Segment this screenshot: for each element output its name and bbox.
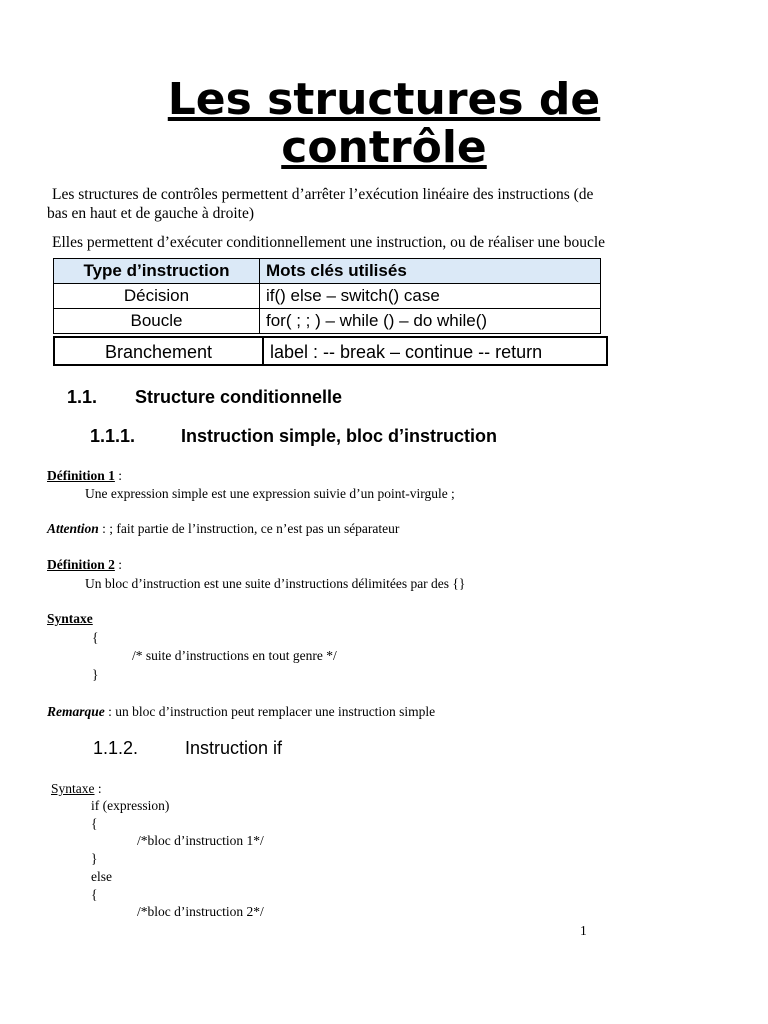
table-row	[54, 284, 601, 309]
page-title-line2: contrôle	[281, 122, 487, 173]
section-1-1-2-title: Instruction if	[185, 738, 283, 758]
syntax-2-heading	[51, 780, 102, 797]
syntax-1-label: Syntaxe	[47, 611, 93, 626]
syntax-2-line: {	[91, 887, 98, 902]
definition-1-sep: :	[114, 468, 123, 483]
syntax-1-open-brace: {	[92, 630, 99, 645]
page-title	[0, 76, 768, 172]
table-cell: if() else – switch() case	[260, 284, 601, 309]
table-cell: Décision	[54, 284, 260, 309]
table-branch-row	[53, 336, 608, 366]
definition-2-label: Définition 2	[47, 557, 115, 572]
syntax-2-sep: :	[94, 781, 102, 796]
remark-label: Remarque	[47, 704, 105, 719]
attention-note	[47, 520, 399, 537]
table-cell: for( ; ; ) – while () – do while()	[260, 309, 601, 334]
syntax-2-line: /*bloc d’instruction 2*/	[137, 904, 264, 919]
section-1-1-number: 1.1.	[67, 387, 98, 407]
intro-paragraph-1-line2: bas en haut et de gauche à droite)	[47, 205, 255, 222]
syntax-2-line: if (expression)	[91, 798, 170, 813]
definition-1-text: Une expression simple est une expression suivie d’un point-virgule ;	[85, 486, 455, 501]
table-cell: Branchement	[55, 338, 264, 364]
section-1-1-1-title: Instruction simple, bloc d’instruction	[181, 426, 498, 446]
attention-text: : ; fait partie de l’instruction, ce n’est pas un séparateur	[98, 521, 400, 536]
syntax-2-line: /*bloc d’instruction 1*/	[137, 833, 264, 848]
table-header-cell: Mots clés utilisés	[260, 259, 601, 284]
section-1-1-title: Structure conditionnelle	[135, 387, 343, 407]
table-row	[54, 309, 601, 334]
page-number: 1	[580, 923, 587, 938]
syntax-1-body: /* suite d’instructions en tout genre */	[132, 648, 337, 663]
table-cell: label : -- break – continue -- return	[270, 342, 543, 362]
definition-1-label: Définition 1	[47, 468, 115, 483]
attention-label: Attention	[47, 521, 99, 536]
definition-2-text: Un bloc d’instruction est une suite d’instructions délimitées par des {}	[85, 576, 466, 591]
definition-2-heading	[47, 556, 122, 573]
intro-paragraph-2: Elles permettent d’exécuter conditionnellement une instruction, ou de réaliser une boucle	[52, 234, 606, 251]
remark-text: : un bloc d’instruction peut remplacer une instruction simple	[104, 704, 436, 719]
table-header-row	[54, 259, 601, 284]
syntax-2-line: else	[91, 869, 112, 884]
remark-note	[47, 703, 435, 720]
table-header-cell: Type d’instruction	[54, 259, 260, 284]
syntax-2-line: {	[91, 816, 98, 831]
page-title-line1: Les structures de	[167, 74, 601, 125]
definition-2-sep: :	[114, 557, 123, 572]
keywords-table	[53, 258, 601, 334]
intro-paragraph-1-line1: Les structures de contrôles permettent d’arrêter l’exécution linéaire des instructions (de	[52, 186, 594, 203]
table-cell: Boucle	[54, 309, 260, 334]
syntax-2-label: Syntaxe	[51, 781, 95, 796]
section-1-1-1-number: 1.1.1.	[90, 426, 136, 446]
section-1-1-2-number: 1.1.2.	[93, 738, 139, 758]
definition-1-heading	[47, 467, 122, 484]
syntax-2-line: }	[91, 851, 98, 866]
syntax-1-close-brace: }	[92, 667, 99, 682]
